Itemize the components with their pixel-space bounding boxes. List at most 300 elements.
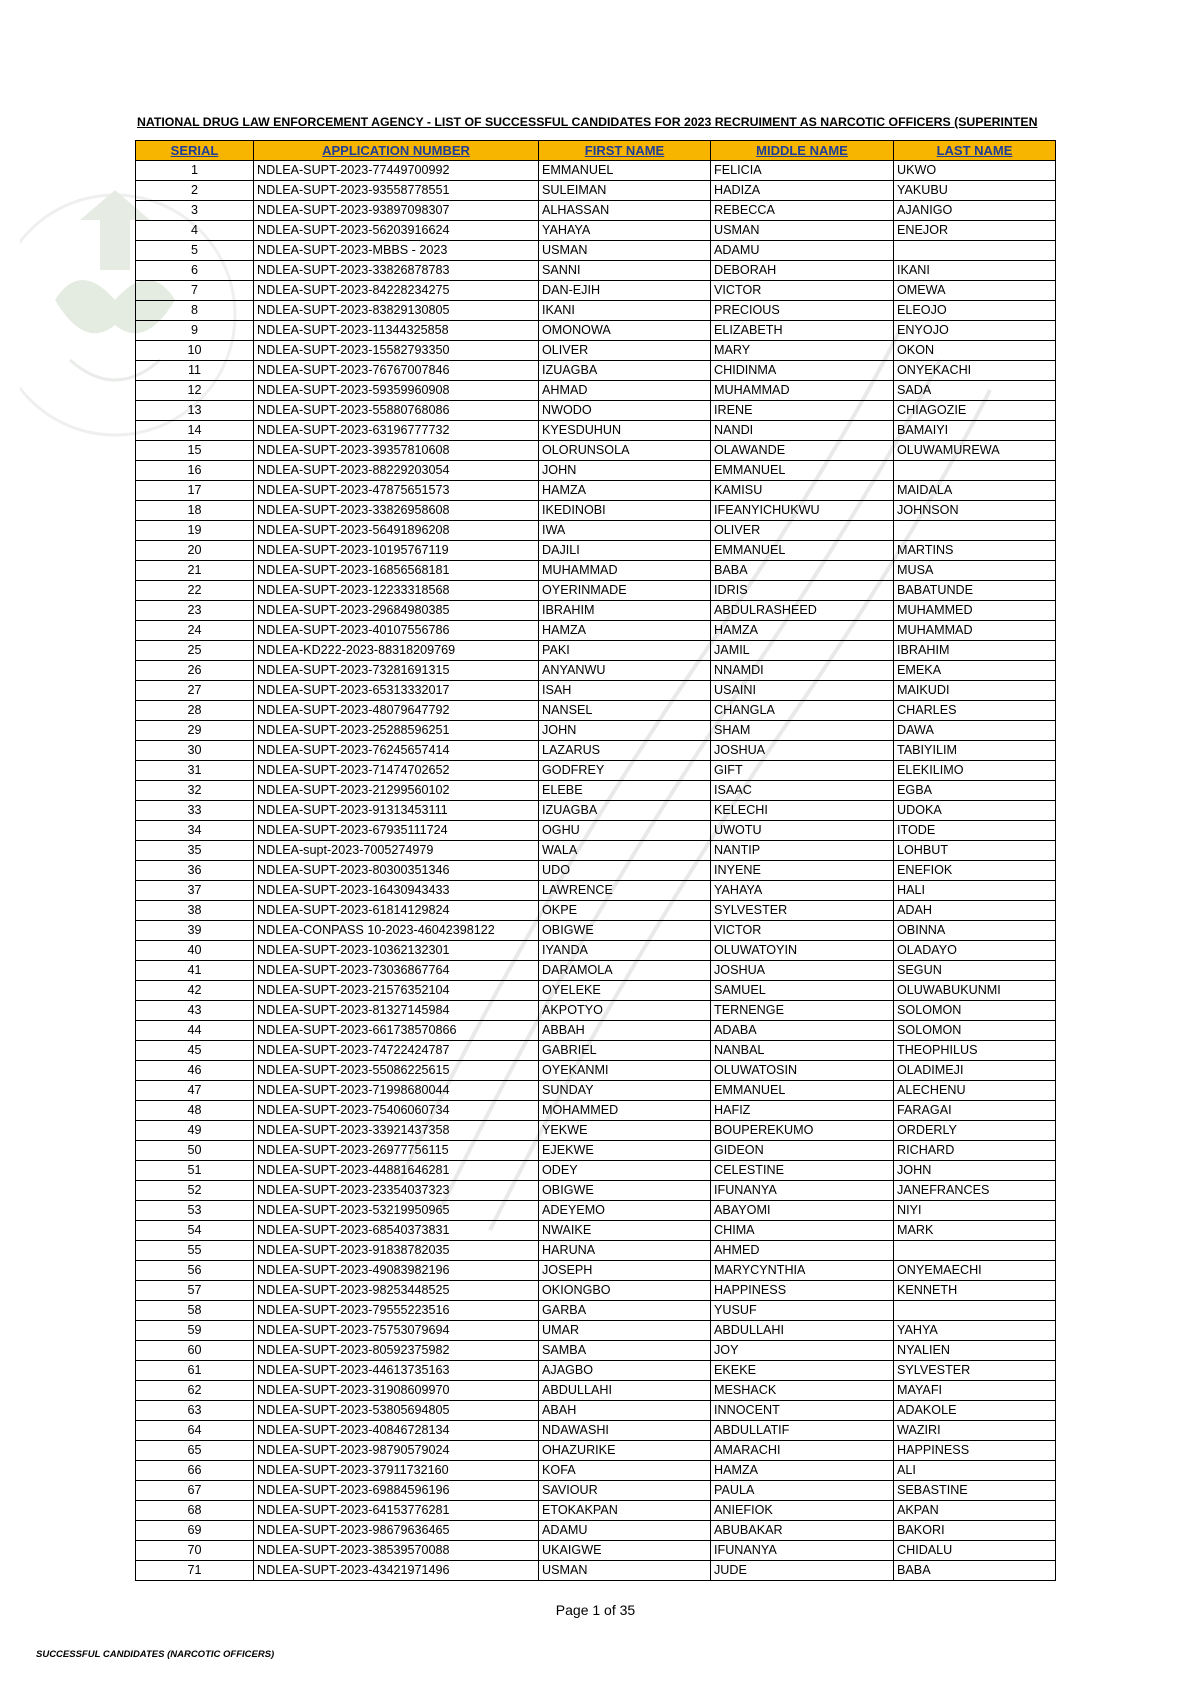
last-name-cell: BABATUNDE	[894, 581, 1056, 601]
table-row	[136, 641, 1056, 661]
serial-cell: 54	[136, 1221, 254, 1241]
first-name-cell: ABBAH	[539, 1021, 711, 1041]
serial-cell: 2	[136, 181, 254, 201]
serial-cell: 50	[136, 1141, 254, 1161]
first-name-cell: NWAIKE	[539, 1221, 711, 1241]
last-name-cell: ALECHENU	[894, 1081, 1056, 1101]
middle-name-cell: EKEKE	[711, 1361, 894, 1381]
last-name-cell: SEGUN	[894, 961, 1056, 981]
serial-cell: 24	[136, 621, 254, 641]
middle-name-cell: HADIZA	[711, 181, 894, 201]
application-number-cell: NDLEA-SUPT-2023-15582793350	[254, 341, 539, 361]
table-row	[136, 421, 1056, 441]
application-number-cell: NDLEA-SUPT-2023-68540373831	[254, 1221, 539, 1241]
serial-cell: 9	[136, 321, 254, 341]
footer-label: SUCCESSFUL CANDIDATES (NARCOTIC OFFICERS)	[36, 1649, 275, 1660]
table-row	[136, 1141, 1056, 1161]
last-name-cell: MAIDALA	[894, 481, 1056, 501]
application-number-cell: NDLEA-SUPT-2023-33921437358	[254, 1121, 539, 1141]
application-number-cell: NDLEA-SUPT-2023-93897098307	[254, 201, 539, 221]
last-name-cell: OKON	[894, 341, 1056, 361]
last-name-cell: ELEOJO	[894, 301, 1056, 321]
application-number-cell: NDLEA-SUPT-2023-48079647792	[254, 701, 539, 721]
middle-name-cell: PRECIOUS	[711, 301, 894, 321]
last-name-cell: SOLOMON	[894, 1021, 1056, 1041]
last-name-cell: RICHARD	[894, 1141, 1056, 1161]
first-name-cell: KYESDUHUN	[539, 421, 711, 441]
middle-name-cell: AHMED	[711, 1241, 894, 1261]
first-name-cell: HAMZA	[539, 481, 711, 501]
middle-name-cell: NANDI	[711, 421, 894, 441]
application-number-cell: NDLEA-SUPT-2023-75753079694	[254, 1321, 539, 1341]
first-name-cell: AJAGBO	[539, 1361, 711, 1381]
middle-name-cell: ABDULRASHEED	[711, 601, 894, 621]
middle-name-cell: BABA	[711, 561, 894, 581]
table-row	[136, 1121, 1056, 1141]
application-number-cell: NDLEA-SUPT-2023-26977756115	[254, 1141, 539, 1161]
middle-name-cell: PAULA	[711, 1481, 894, 1501]
serial-cell: 32	[136, 781, 254, 801]
first-name-cell: ADAMU	[539, 1521, 711, 1541]
application-number-cell: NDLEA-SUPT-2023-53219950965	[254, 1201, 539, 1221]
application-number-cell: NDLEA-SUPT-2023-93558778551	[254, 181, 539, 201]
table-row	[136, 1181, 1056, 1201]
last-name-cell: SOLOMON	[894, 1001, 1056, 1021]
last-name-cell	[894, 521, 1056, 541]
first-name-cell: OLIVER	[539, 341, 711, 361]
table-row	[136, 341, 1056, 361]
application-number-cell: NDLEA-SUPT-2023-21299560102	[254, 781, 539, 801]
application-number-cell: NDLEA-SUPT-2023-71474702652	[254, 761, 539, 781]
middle-name-cell: JOSHUA	[711, 961, 894, 981]
column-header-middle-name: MIDDLE NAME	[711, 141, 894, 161]
serial-cell: 63	[136, 1401, 254, 1421]
first-name-cell: SAMBA	[539, 1341, 711, 1361]
last-name-cell: YAHYA	[894, 1321, 1056, 1341]
middle-name-cell: SYLVESTER	[711, 901, 894, 921]
middle-name-cell: ISAAC	[711, 781, 894, 801]
serial-cell: 16	[136, 461, 254, 481]
application-number-cell: NDLEA-SUPT-2023-75406060734	[254, 1101, 539, 1121]
last-name-cell: CHIDALU	[894, 1541, 1056, 1561]
table-row	[136, 741, 1056, 761]
application-number-cell: NDLEA-SUPT-2023-53805694805	[254, 1401, 539, 1421]
table-row	[136, 1061, 1056, 1081]
last-name-cell: NYALIEN	[894, 1341, 1056, 1361]
last-name-cell: OLADAYO	[894, 941, 1056, 961]
middle-name-cell: MARYCYNTHIA	[711, 1261, 894, 1281]
last-name-cell: OMEWA	[894, 281, 1056, 301]
middle-name-cell: ABDULLATIF	[711, 1421, 894, 1441]
last-name-cell: JOHN	[894, 1161, 1056, 1181]
serial-cell: 49	[136, 1121, 254, 1141]
table-header-row	[136, 141, 1056, 161]
middle-name-cell: MUHAMMAD	[711, 381, 894, 401]
middle-name-cell: NANBAL	[711, 1041, 894, 1061]
application-number-cell: NDLEA-SUPT-2023-43421971496	[254, 1561, 539, 1581]
first-name-cell: JOHN	[539, 721, 711, 741]
table-row	[136, 1001, 1056, 1021]
serial-cell: 26	[136, 661, 254, 681]
application-number-cell: NDLEA-SUPT-2023-40107556786	[254, 621, 539, 641]
middle-name-cell: MARY	[711, 341, 894, 361]
last-name-cell	[894, 1241, 1056, 1261]
serial-cell: 64	[136, 1421, 254, 1441]
table-row	[136, 181, 1056, 201]
last-name-cell: JOHNSON	[894, 501, 1056, 521]
application-number-cell: NDLEA-SUPT-2023-73036867764	[254, 961, 539, 981]
serial-cell: 3	[136, 201, 254, 221]
first-name-cell: WALA	[539, 841, 711, 861]
serial-cell: 8	[136, 301, 254, 321]
table-row	[136, 321, 1056, 341]
last-name-cell: MARTINS	[894, 541, 1056, 561]
first-name-cell: OKIONGBO	[539, 1281, 711, 1301]
last-name-cell: BAKORI	[894, 1521, 1056, 1541]
table-row	[136, 541, 1056, 561]
application-number-cell: NDLEA-SUPT-2023-39357810608	[254, 441, 539, 461]
middle-name-cell: ANIEFIOK	[711, 1501, 894, 1521]
serial-cell: 17	[136, 481, 254, 501]
table-row	[136, 1221, 1056, 1241]
middle-name-cell: ABDULLAHI	[711, 1321, 894, 1341]
first-name-cell: PAKI	[539, 641, 711, 661]
first-name-cell: IWA	[539, 521, 711, 541]
last-name-cell: AJANIGO	[894, 201, 1056, 221]
table-row	[136, 161, 1056, 181]
last-name-cell: THEOPHILUS	[894, 1041, 1056, 1061]
first-name-cell: ALHASSAN	[539, 201, 711, 221]
application-number-cell: NDLEA-SUPT-2023-71998680044	[254, 1081, 539, 1101]
table-row	[136, 361, 1056, 381]
application-number-cell: NDLEA-SUPT-2023-67935111724	[254, 821, 539, 841]
last-name-cell: BABA	[894, 1561, 1056, 1581]
first-name-cell: IKANI	[539, 301, 711, 321]
table-row	[136, 1501, 1056, 1521]
serial-cell: 5	[136, 241, 254, 261]
middle-name-cell: HAFIZ	[711, 1101, 894, 1121]
last-name-cell: MAIKUDI	[894, 681, 1056, 701]
first-name-cell: UKAIGWE	[539, 1541, 711, 1561]
middle-name-cell: YUSUF	[711, 1301, 894, 1321]
serial-cell: 22	[136, 581, 254, 601]
last-name-cell: CHIAGOZIE	[894, 401, 1056, 421]
middle-name-cell: ADABA	[711, 1021, 894, 1041]
serial-cell: 59	[136, 1321, 254, 1341]
table-row	[136, 1361, 1056, 1381]
application-number-cell: NDLEA-SUPT-2023-11344325858	[254, 321, 539, 341]
first-name-cell: USMAN	[539, 1561, 711, 1581]
first-name-cell: GABRIEL	[539, 1041, 711, 1061]
table-row	[136, 561, 1056, 581]
table-row	[136, 801, 1056, 821]
last-name-cell: MUHAMMED	[894, 601, 1056, 621]
application-number-cell: NDLEA-SUPT-2023-44881646281	[254, 1161, 539, 1181]
middle-name-cell: ELIZABETH	[711, 321, 894, 341]
table-row	[136, 1321, 1056, 1341]
first-name-cell: MUHAMMAD	[539, 561, 711, 581]
table-row	[136, 1021, 1056, 1041]
middle-name-cell: REBECCA	[711, 201, 894, 221]
middle-name-cell: YAHAYA	[711, 881, 894, 901]
last-name-cell: OBINNA	[894, 921, 1056, 941]
table-row	[136, 1441, 1056, 1461]
first-name-cell: IKEDINOBI	[539, 501, 711, 521]
serial-cell: 34	[136, 821, 254, 841]
table-row	[136, 1521, 1056, 1541]
first-name-cell: LAZARUS	[539, 741, 711, 761]
last-name-cell: BAMAIYI	[894, 421, 1056, 441]
application-number-cell: NDLEA-SUPT-2023-65313332017	[254, 681, 539, 701]
serial-cell: 62	[136, 1381, 254, 1401]
first-name-cell: IZUAGBA	[539, 801, 711, 821]
first-name-cell: IZUAGBA	[539, 361, 711, 381]
serial-cell: 11	[136, 361, 254, 381]
table-row	[136, 901, 1056, 921]
last-name-cell: OLUWAMUREWA	[894, 441, 1056, 461]
serial-cell: 47	[136, 1081, 254, 1101]
first-name-cell: ADEYEMO	[539, 1201, 711, 1221]
first-name-cell: ETOKAKPAN	[539, 1501, 711, 1521]
middle-name-cell: NNAMDI	[711, 661, 894, 681]
table-row	[136, 1041, 1056, 1061]
last-name-cell: YAKUBU	[894, 181, 1056, 201]
first-name-cell: ABDULLAHI	[539, 1381, 711, 1401]
last-name-cell: OLUWABUKUNMI	[894, 981, 1056, 1001]
serial-cell: 30	[136, 741, 254, 761]
table-row	[136, 1381, 1056, 1401]
table-row	[136, 821, 1056, 841]
serial-cell: 44	[136, 1021, 254, 1041]
table-row	[136, 841, 1056, 861]
serial-cell: 12	[136, 381, 254, 401]
middle-name-cell: HAMZA	[711, 621, 894, 641]
serial-cell: 46	[136, 1061, 254, 1081]
application-number-cell: NDLEA-SUPT-2023-98253448525	[254, 1281, 539, 1301]
first-name-cell: IYANDA	[539, 941, 711, 961]
middle-name-cell: JOSHUA	[711, 741, 894, 761]
application-number-cell: NDLEA-SUPT-2023-77449700992	[254, 161, 539, 181]
middle-name-cell: SAMUEL	[711, 981, 894, 1001]
table-row	[136, 261, 1056, 281]
table-row	[136, 1281, 1056, 1301]
middle-name-cell: JUDE	[711, 1561, 894, 1581]
last-name-cell: UDOKA	[894, 801, 1056, 821]
table-row	[136, 981, 1056, 1001]
middle-name-cell: OLUWATOSIN	[711, 1061, 894, 1081]
first-name-cell: OGHU	[539, 821, 711, 841]
serial-cell: 28	[136, 701, 254, 721]
last-name-cell: ORDERLY	[894, 1121, 1056, 1141]
last-name-cell: ONYEMAECHI	[894, 1261, 1056, 1281]
application-number-cell: NDLEA-SUPT-2023-55086225615	[254, 1061, 539, 1081]
middle-name-cell: KELECHI	[711, 801, 894, 821]
application-number-cell: NDLEA-SUPT-2023-49083982196	[254, 1261, 539, 1281]
serial-cell: 6	[136, 261, 254, 281]
first-name-cell: MOHAMMED	[539, 1101, 711, 1121]
first-name-cell: DAN-EJIH	[539, 281, 711, 301]
table-row	[136, 501, 1056, 521]
first-name-cell: OLORUNSOLA	[539, 441, 711, 461]
column-header-last-name: LAST NAME	[894, 141, 1056, 161]
middle-name-cell: OLAWANDE	[711, 441, 894, 461]
application-number-cell: NDLEA-CONPASS 10-2023-46042398122	[254, 921, 539, 941]
last-name-cell: MUSA	[894, 561, 1056, 581]
application-number-cell: NDLEA-SUPT-2023-29684980385	[254, 601, 539, 621]
middle-name-cell: VICTOR	[711, 281, 894, 301]
last-name-cell: ITODE	[894, 821, 1056, 841]
serial-cell: 51	[136, 1161, 254, 1181]
first-name-cell: DAJILI	[539, 541, 711, 561]
first-name-cell: EJEKWE	[539, 1141, 711, 1161]
application-number-cell: NDLEA-SUPT-2023-73281691315	[254, 661, 539, 681]
serial-cell: 14	[136, 421, 254, 441]
serial-cell: 52	[136, 1181, 254, 1201]
application-number-cell: NDLEA-SUPT-2023-12233318568	[254, 581, 539, 601]
application-number-cell: NDLEA-SUPT-2023-38539570088	[254, 1541, 539, 1561]
last-name-cell	[894, 241, 1056, 261]
first-name-cell: ABAH	[539, 1401, 711, 1421]
last-name-cell: MAYAFI	[894, 1381, 1056, 1401]
first-name-cell: DARAMOLA	[539, 961, 711, 981]
first-name-cell: OBIGWE	[539, 1181, 711, 1201]
serial-cell: 66	[136, 1461, 254, 1481]
table-row	[136, 941, 1056, 961]
last-name-cell: HAPPINESS	[894, 1441, 1056, 1461]
table-row	[136, 1421, 1056, 1441]
application-number-cell: NDLEA-SUPT-2023-80592375982	[254, 1341, 539, 1361]
first-name-cell: NANSEL	[539, 701, 711, 721]
first-name-cell: HAMZA	[539, 621, 711, 641]
first-name-cell: SANNI	[539, 261, 711, 281]
table-row	[136, 1341, 1056, 1361]
serial-cell: 31	[136, 761, 254, 781]
last-name-cell: MUHAMMAD	[894, 621, 1056, 641]
last-name-cell: HALI	[894, 881, 1056, 901]
table-row	[136, 761, 1056, 781]
application-number-cell: NDLEA-SUPT-2023-56203916624	[254, 221, 539, 241]
table-row	[136, 381, 1056, 401]
column-header-serial: SERIAL	[136, 141, 254, 161]
application-number-cell: NDLEA-SUPT-2023-61814129824	[254, 901, 539, 921]
application-number-cell: NDLEA-SUPT-2023-88229203054	[254, 461, 539, 481]
application-number-cell: NDLEA-SUPT-2023-81327145984	[254, 1001, 539, 1021]
table-row	[136, 1561, 1056, 1581]
table-row	[136, 401, 1056, 421]
application-number-cell: NDLEA-SUPT-2023-74722424787	[254, 1041, 539, 1061]
column-header-application-number: APPLICATION NUMBER	[254, 141, 539, 161]
first-name-cell: JOSEPH	[539, 1261, 711, 1281]
serial-cell: 38	[136, 901, 254, 921]
table-row	[136, 1301, 1056, 1321]
first-name-cell: ANYANWU	[539, 661, 711, 681]
last-name-cell: NIYI	[894, 1201, 1056, 1221]
first-name-cell: UMAR	[539, 1321, 711, 1341]
middle-name-cell: IDRIS	[711, 581, 894, 601]
middle-name-cell: TERNENGE	[711, 1001, 894, 1021]
middle-name-cell: GIDEON	[711, 1141, 894, 1161]
application-number-cell: NDLEA-SUPT-2023-55880768086	[254, 401, 539, 421]
application-number-cell: NDLEA-SUPT-2023-MBBS - 2023	[254, 241, 539, 261]
table-row	[136, 281, 1056, 301]
middle-name-cell: SHAM	[711, 721, 894, 741]
table-row	[136, 1081, 1056, 1101]
table-row	[136, 961, 1056, 981]
middle-name-cell: UWOTU	[711, 821, 894, 841]
page-number: Page 1 of 35	[555, 1602, 636, 1618]
middle-name-cell: HAPPINESS	[711, 1281, 894, 1301]
application-number-cell: NDLEA-SUPT-2023-661738570866	[254, 1021, 539, 1041]
table-row	[136, 1461, 1056, 1481]
serial-cell: 35	[136, 841, 254, 861]
middle-name-cell: IRENE	[711, 401, 894, 421]
serial-cell: 33	[136, 801, 254, 821]
last-name-cell: ALI	[894, 1461, 1056, 1481]
first-name-cell: OYERINMADE	[539, 581, 711, 601]
middle-name-cell: OLUWATOYIN	[711, 941, 894, 961]
first-name-cell: SULEIMAN	[539, 181, 711, 201]
serial-cell: 58	[136, 1301, 254, 1321]
middle-name-cell: FELICIA	[711, 161, 894, 181]
table-row	[136, 241, 1056, 261]
serial-cell: 20	[136, 541, 254, 561]
application-number-cell: NDLEA-SUPT-2023-84228234275	[254, 281, 539, 301]
middle-name-cell: MESHACK	[711, 1381, 894, 1401]
last-name-cell: ELEKILIMO	[894, 761, 1056, 781]
table-row	[136, 221, 1056, 241]
serial-cell: 67	[136, 1481, 254, 1501]
first-name-cell: GARBA	[539, 1301, 711, 1321]
serial-cell: 40	[136, 941, 254, 961]
application-number-cell: NDLEA-SUPT-2023-25288596251	[254, 721, 539, 741]
application-number-cell: NDLEA-SUPT-2023-79555223516	[254, 1301, 539, 1321]
middle-name-cell: JOY	[711, 1341, 894, 1361]
table-row	[136, 1241, 1056, 1261]
table-row	[136, 721, 1056, 741]
first-name-cell: YEKWE	[539, 1121, 711, 1141]
serial-cell: 29	[136, 721, 254, 741]
application-number-cell: NDLEA-SUPT-2023-64153776281	[254, 1501, 539, 1521]
last-name-cell: KENNETH	[894, 1281, 1056, 1301]
table-row	[136, 781, 1056, 801]
application-number-cell: NDLEA-SUPT-2023-91313453111	[254, 801, 539, 821]
middle-name-cell: CHANGLA	[711, 701, 894, 721]
table-row	[136, 461, 1056, 481]
application-number-cell: NDLEA-SUPT-2023-21576352104	[254, 981, 539, 1001]
table-row	[136, 521, 1056, 541]
last-name-cell: AKPAN	[894, 1501, 1056, 1521]
application-number-cell: NDLEA-SUPT-2023-40846728134	[254, 1421, 539, 1441]
first-name-cell: YAHAYA	[539, 221, 711, 241]
table-row	[136, 701, 1056, 721]
first-name-cell: AKPOTYO	[539, 1001, 711, 1021]
middle-name-cell: ABUBAKAR	[711, 1521, 894, 1541]
application-number-cell: NDLEA-SUPT-2023-63196777732	[254, 421, 539, 441]
last-name-cell: SEBASTINE	[894, 1481, 1056, 1501]
serial-cell: 68	[136, 1501, 254, 1521]
middle-name-cell: IFUNANYA	[711, 1541, 894, 1561]
serial-cell: 41	[136, 961, 254, 981]
serial-cell: 71	[136, 1561, 254, 1581]
table-row	[136, 621, 1056, 641]
application-number-cell: NDLEA-SUPT-2023-16430943433	[254, 881, 539, 901]
application-number-cell: NDLEA-SUPT-2023-98679636465	[254, 1521, 539, 1541]
table-row	[136, 1201, 1056, 1221]
application-number-cell: NDLEA-SUPT-2023-10362132301	[254, 941, 539, 961]
first-name-cell: HARUNA	[539, 1241, 711, 1261]
serial-cell: 55	[136, 1241, 254, 1261]
first-name-cell: IBRAHIM	[539, 601, 711, 621]
